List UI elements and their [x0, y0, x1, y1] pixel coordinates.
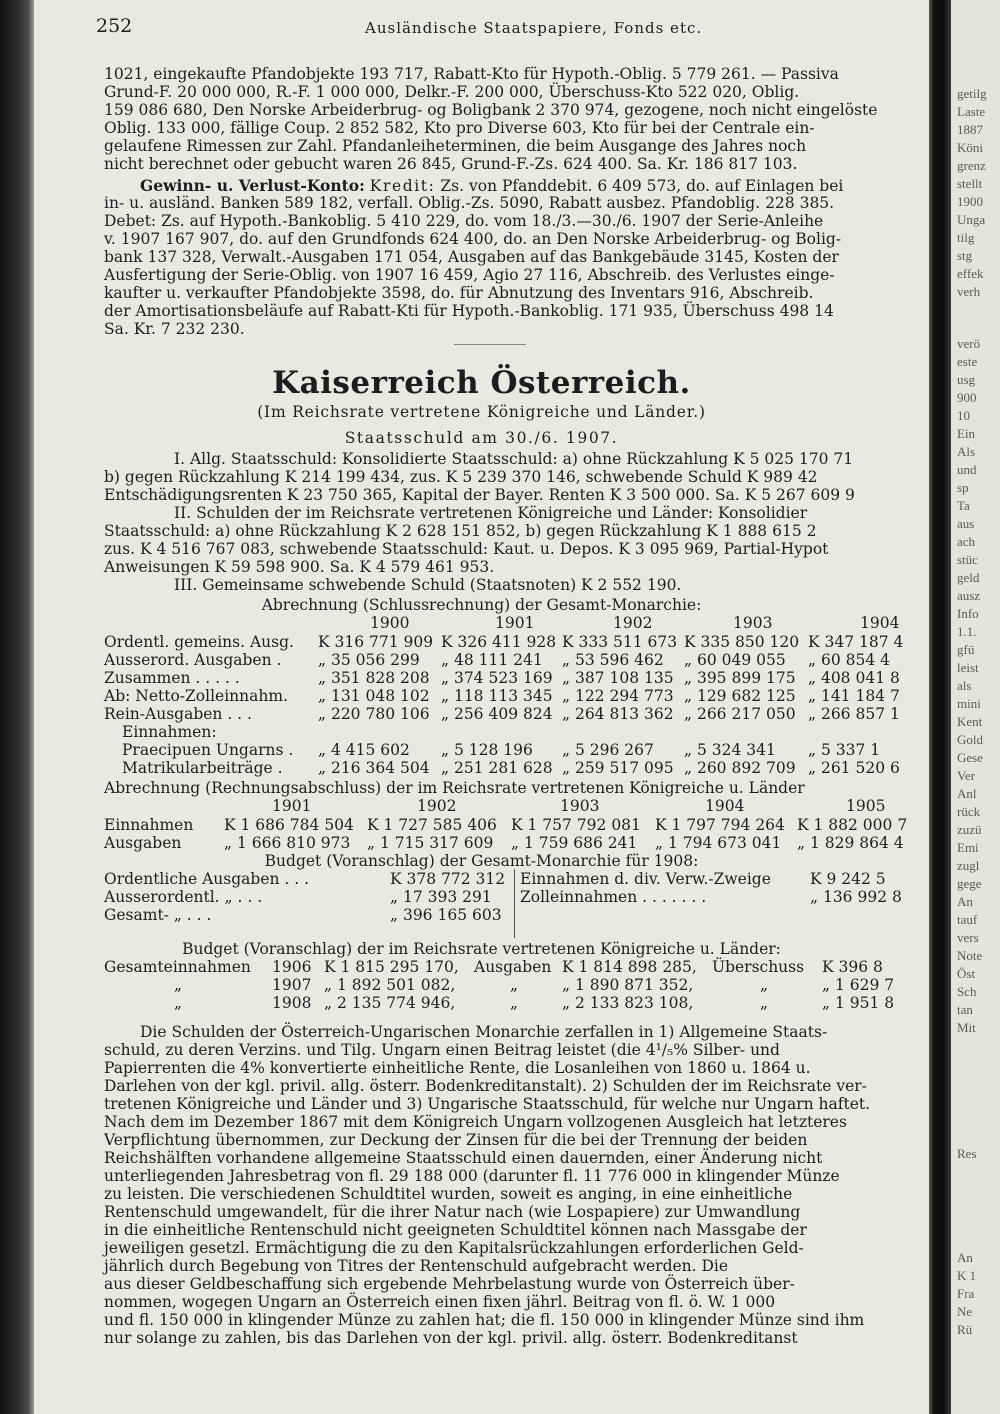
- cell: K 347 187 4: [808, 633, 904, 651]
- section-subtitle: (Im Reichsrate vertretene Königreiche und Länder.): [257, 403, 706, 421]
- cell: „ 408 041 8: [808, 669, 900, 687]
- edge-fragment: stg: [957, 248, 973, 263]
- edge-fragment: geld: [957, 570, 980, 585]
- row-label: Zolleinnahmen . . . . . . .: [520, 888, 707, 906]
- edge-fragment: stüc: [957, 552, 978, 567]
- edge-fragment: 900: [957, 390, 977, 405]
- edge-fragment: sp: [957, 480, 969, 495]
- text-line: Darlehen von der kgl. privil. allg. österr. Bodenkreditanstalt). 2) Schulden der im Reichsrate ver-: [104, 1077, 867, 1095]
- cell: „ 122 294 773: [562, 687, 674, 705]
- edge-fragment: Ne: [957, 1304, 973, 1319]
- text-line: Debet: Zs. auf Hypoth.-Bankoblig. 5 410 229, do. vom 18./3.—30./6. 1907 der Serie-Anleihe: [104, 212, 824, 230]
- table-title: Abrechnung (Schlussrechnung) der Gesamt-Monarchie:: [261, 596, 702, 614]
- text-line: zu leisten. Die verschiedenen Schuldtitel wurden, soweit es anging, in eine einheitliche: [104, 1185, 793, 1203]
- kredit-label: Kredit:: [369, 177, 436, 195]
- edge-fragment: ausz: [957, 588, 981, 603]
- edge-fragment: Mit: [957, 1020, 976, 1035]
- cell: „ 48 111 241: [441, 651, 543, 669]
- book-gutter-shadow: [929, 0, 951, 1414]
- scan-binding-shadow: [0, 0, 34, 1414]
- cell: „ 35 056 299: [318, 651, 420, 669]
- edge-fragment: Emi: [957, 840, 979, 855]
- edge-fragment: An: [957, 894, 973, 909]
- edge-fragment: Anl: [957, 786, 977, 801]
- cell: „ 4 415 602: [318, 741, 410, 759]
- text-line: zus. K 4 516 767 083, schwebende Staatsschuld: Kaut. u. Depos. K 3 095 969, Partial-Hypot: [104, 540, 829, 558]
- cell: „ 1 759 686 241: [511, 834, 638, 852]
- cell: „ 129 682 125: [684, 687, 796, 705]
- text-line: jeweiligen gesetzl. Ermächtigung die zu den Kapitalsrückzahlungen erforderlichen Geld-: [104, 1239, 804, 1257]
- cell: „ 118 113 345: [441, 687, 553, 705]
- cell: K 333 511 673: [562, 633, 678, 651]
- text-line: I. Allg. Staatsschuld: Konsolidierte Staatsschuld: a) ohne Rückzahlung K 5 025 170 71: [174, 450, 854, 468]
- text-line: Rentenschuld umgewandelt, für die ihrer Natur nach (wie Lospapiere) zur Umwandlung: [104, 1203, 801, 1221]
- profit-loss-heading: Gewinn- u. Verlust-Konto:: [140, 176, 365, 195]
- edge-fragment: gege: [957, 876, 982, 891]
- cell: K 1 727 585 406: [367, 816, 497, 834]
- cell: „ 396 165 603: [390, 906, 502, 924]
- row-label: Praecipuen Ungarns .: [122, 741, 294, 759]
- row-label: Rein-Ausgaben . . .: [104, 705, 252, 723]
- cell: „: [510, 976, 519, 994]
- book-page: [34, 0, 929, 1414]
- cell: „ 1 794 673 041: [655, 834, 782, 852]
- text-line: tretenen Königreiche und Länder und 3) Ungarische Staatsschuld, für welche nur Ungarn haftet.: [104, 1095, 871, 1113]
- text-line: nommen, wogegen Ungarn an Österreich einen fixen jährl. Beitrag von fl. ö. W. 1 000: [104, 1293, 776, 1311]
- edge-fragment: mini: [957, 696, 981, 711]
- edge-fragment: 10: [957, 408, 970, 423]
- row-label: Matrikularbeiträge .: [122, 759, 283, 777]
- column-year: 1902: [417, 797, 457, 815]
- section-title: Kaiserreich Österreich.: [272, 365, 691, 401]
- page-number: 252: [96, 15, 133, 37]
- table-title: Budget (Voranschlag) der im Reichsrate vertretenen Königreiche u. Länder:: [182, 940, 781, 958]
- cell: 1906: [272, 958, 312, 976]
- text-line: 159 086 680, Den Norske Arbeiderbrug- og Boligbank 2 370 974, gezogene, noch nicht eingelöste: [104, 101, 878, 119]
- text-line: III. Gemeinsame schwebende Schuld (Staatsnoten) K 2 552 190.: [174, 576, 682, 594]
- edge-fragment: Gold: [957, 732, 983, 747]
- text-line: Grund-F. 20 000 000, R.-F. 1 000 000, Delkr.-F. 200 000, Überschuss-Kto 522 020, Oblig.: [104, 83, 800, 101]
- cell: „ 1 951 8: [822, 994, 895, 1012]
- cell: „ 131 048 102: [318, 687, 430, 705]
- text-line: Reichshälften vorhandene allgemeine Staatsschuld einen dauernden, einer Änderung nicht: [104, 1149, 823, 1167]
- edge-fragment: 1.1.: [957, 624, 977, 639]
- text-line: Anweisungen K 59 598 900. Sa. K 4 579 461 953.: [104, 558, 495, 576]
- edge-fragment: Info: [957, 606, 979, 621]
- column-year: 1903: [733, 614, 773, 632]
- cell: „ 5 324 341: [684, 741, 776, 759]
- cell: „ 1 890 871 352,: [562, 976, 694, 994]
- edge-fragment: stellt: [957, 176, 983, 191]
- text-line: b) gegen Rückzahlung K 214 199 434, zus. K 5 239 370 146, schwebende Schuld K 989 42: [104, 468, 818, 486]
- edge-fragment: K 1: [957, 1268, 977, 1283]
- cell: „ 266 857 1: [808, 705, 900, 723]
- edge-fragment: tilg: [957, 230, 975, 245]
- cell: „ 2 133 823 108,: [562, 994, 694, 1012]
- cell: „ 251 281 628: [441, 759, 553, 777]
- cell: „: [760, 994, 769, 1012]
- cell: K 378 772 312: [390, 870, 506, 888]
- row-label: „: [174, 994, 183, 1012]
- edge-fragment: An: [957, 1250, 973, 1265]
- cell: „ 1 715 317 609: [367, 834, 494, 852]
- edge-fragment: Note: [957, 948, 983, 963]
- edge-fragment: 1900: [957, 194, 983, 209]
- edge-fragment: gfü: [957, 642, 975, 657]
- text-line: 1021, eingekaufte Pfandobjekte 193 717, Rabatt-Kto für Hypoth.-Oblig. 5 779 261. — Passiva: [104, 65, 839, 83]
- cell: „ 266 217 050: [684, 705, 796, 723]
- edge-fragment: effek: [957, 266, 984, 281]
- cell: „ 261 520 6: [808, 759, 900, 777]
- column-year: 1903: [560, 797, 600, 815]
- cell: „ 53 596 462: [562, 651, 664, 669]
- edge-fragment: Laste: [957, 104, 986, 119]
- row-label: Ordentl. gemeins. Ausg.: [104, 633, 294, 651]
- text-line: II. Schulden der im Reichsrate vertretenen Königreiche und Länder: Konsolidier: [174, 504, 808, 522]
- column-year: 1900: [370, 614, 410, 632]
- cell: „ 60 049 055: [684, 651, 786, 669]
- table-title: Budget (Voranschlag) der Gesamt-Monarchie für 1908:: [264, 852, 699, 870]
- text-line: Staatsschuld: a) ohne Rückzahlung K 2 628 151 852, b) gegen Rückzahlung K 1 888 615 2: [104, 522, 817, 540]
- cell: K 316 771 909: [318, 633, 434, 651]
- text-line: Papierrenten die 4% konvertierte einheitliche Rente, die Losanleihen von 1860 u. 1864 u.: [104, 1059, 811, 1077]
- cell: „ 374 523 169: [441, 669, 553, 687]
- cell: „ 141 184 7: [808, 687, 900, 705]
- edge-fragment: zugl: [957, 858, 980, 873]
- cell: „ 5 337 1: [808, 741, 881, 759]
- cell: K 9 242 5: [810, 870, 886, 888]
- edge-fragment: Ta: [957, 498, 970, 513]
- adjacent-page-edge: [951, 0, 1000, 1414]
- debt-heading: Staatsschuld am 30./6. 1907.: [344, 429, 619, 447]
- cell: „ 5 296 267: [562, 741, 654, 759]
- row-label: Einnahmen d. div. Verw.-Zweige: [520, 870, 771, 888]
- text-line: Verpflichtung übernommen, zur Deckung der Zinsen für die bei der Trennung der beiden: [104, 1131, 808, 1149]
- cell: 1907: [272, 976, 312, 994]
- column-year: 1901: [272, 797, 312, 815]
- column-year: 1904: [705, 797, 745, 815]
- text-line: nicht berechnet oder gebucht waren 26 845, Grund-F.-Zs. 624 400. Sa. Kr. 186 817 103.: [104, 155, 798, 173]
- row-label: Zusammen . . . . .: [104, 669, 240, 687]
- cell: „ 1 892 501 082,: [324, 976, 456, 994]
- cell: „ 1 829 864 4: [797, 834, 904, 852]
- edge-fragment: vers: [957, 930, 979, 945]
- edge-fragment: Fra: [957, 1286, 975, 1301]
- edge-fragment: este: [957, 354, 978, 369]
- text-line: gelaufene Rimessen zur Zahl. Pfandanleiheterminen, die beim Ausgange des Jahres noch: [104, 137, 807, 155]
- edge-fragment: usg: [957, 372, 976, 387]
- cell: K 1 814 898 285,: [562, 958, 697, 976]
- kredit-text: Zs. von Pfanddebit. 6 409 573, do. auf Einlagen bei: [440, 177, 844, 195]
- cell: „ 256 409 824: [441, 705, 553, 723]
- cell: K 1 686 784 504: [224, 816, 354, 834]
- edge-fragment: 1887: [957, 122, 983, 137]
- cell: „ 1 666 810 973: [224, 834, 351, 852]
- text-line: kaufter u. verkaufter Pfandobjekte 3598, do. für Abnutzung des Inventars 916, Abschreib.: [104, 284, 814, 302]
- text-line: Die Schulden der Österreich-Ungarischen Monarchie zerfallen in 1) Allgemeine Staats-: [140, 1023, 828, 1041]
- edge-fragment: Rü: [957, 1322, 973, 1337]
- column-year: 1905: [846, 797, 886, 815]
- column-year: 1901: [495, 614, 535, 632]
- cell: „ 220 780 106: [318, 705, 430, 723]
- cell: „ 216 364 504: [318, 759, 430, 777]
- cell: „: [760, 976, 769, 994]
- edge-fragment: grenz: [957, 158, 986, 173]
- cell: K 326 411 928: [441, 633, 557, 651]
- cell: K 396 8: [822, 958, 883, 976]
- edge-fragment: verh: [957, 284, 981, 299]
- cell: „ 264 813 362: [562, 705, 674, 723]
- text-line: nur solange zu zahlen, bis das Darlehen von der kgl. privil. allg. österr. Bodenkreditanst: [104, 1329, 798, 1347]
- cell: „ 136 992 8: [810, 888, 902, 906]
- text-line: der Amortisationsbeläufe auf Rabatt-Kti für Hypoth.-Bankoblig. 171 935, Überschuss 498 14: [104, 302, 834, 320]
- row-label: Gesamteinnahmen: [104, 958, 251, 976]
- text-line: jährlich durch Begebung von Titres der Rentenschuld aufgebracht werden. Die: [104, 1257, 729, 1275]
- cell: „ 5 128 196: [441, 741, 533, 759]
- running-title: Ausländische Staatspapiere, Fonds etc.: [365, 19, 703, 37]
- edge-fragment: Ver: [957, 768, 976, 783]
- cell: „ 259 517 095: [562, 759, 674, 777]
- text-line: v. 1907 167 907, do. auf den Grundfonds 624 400, do. an Den Norske Arbeiderbrug- og Bolig-: [104, 230, 842, 248]
- edge-fragment: verö: [957, 336, 981, 351]
- section-divider: [454, 344, 526, 345]
- edge-fragment: Kent: [957, 714, 983, 729]
- text-line: und fl. 150 000 in klingender Münze zu zahlen hat; die fl. 150 000 in klingender Münze sind ihm: [104, 1311, 865, 1329]
- cell: „ 1 629 7: [822, 976, 895, 994]
- edge-fragment: Köni: [957, 140, 983, 155]
- cell: „ 395 899 175: [684, 669, 796, 687]
- edge-fragment: als: [957, 678, 972, 693]
- row-label: Einnahmen: [104, 816, 194, 834]
- cell: „ 351 828 208: [318, 669, 430, 687]
- cell: „ 387 108 135: [562, 669, 674, 687]
- edge-fragment: Sch: [957, 984, 977, 999]
- edge-fragment: rück: [957, 804, 981, 819]
- edge-fragment: Öst: [957, 966, 976, 981]
- text-line: Nach dem im Dezember 1867 mit dem Königreich Ungarn vollzogenen Ausgleich hat letzteres: [104, 1113, 847, 1131]
- text-line: Entschädigungsrenten K 23 750 365, Kapital der Bayer. Renten K 3 500 000. Sa. K 5 267 609 9: [104, 486, 855, 504]
- text-line: Ausfertigung der Serie-Oblig. von 1907 16 459, Agio 27 116, Abschreib. des Verlustes einge-: [104, 266, 835, 284]
- text-line: Sa. Kr. 7 232 230.: [104, 320, 245, 338]
- text-line: aus dieser Geldbeschaffung sich ergebende Mehrbelastung wurde von Österreich über-: [104, 1275, 795, 1293]
- edge-fragment: zuzü: [957, 822, 982, 837]
- column-divider: [514, 869, 515, 938]
- edge-fragment: tauf: [957, 912, 978, 927]
- cell: K 1 882 000 7: [797, 816, 908, 834]
- text-line: in die einheitliche Rentenschuld nicht geeigneten Schuldtitel können nach Massgabe der: [104, 1221, 807, 1239]
- cell: Überschuss: [712, 958, 805, 976]
- edge-fragment: Als: [957, 444, 976, 459]
- cell: „: [510, 994, 519, 1012]
- cell: „ 17 393 291: [390, 888, 492, 906]
- edge-fragment: leist: [957, 660, 979, 675]
- edge-fragment: tan: [957, 1002, 973, 1017]
- cell: „ 60 854 4: [808, 651, 890, 669]
- edge-fragment: Unga: [957, 212, 986, 227]
- column-year: 1904: [860, 614, 900, 632]
- text-line: in- u. ausländ. Banken 589 182, verfall. Oblig.-Zs. 5090, Rabatt ausbez. Pfandoblig. 228 385.: [104, 194, 835, 212]
- edge-fragment: ach: [957, 534, 976, 549]
- cell: Ausgaben: [474, 958, 552, 976]
- cell: K 335 850 120: [684, 633, 800, 651]
- edge-fragment: Res: [957, 1146, 977, 1161]
- text-line: Oblig. 133 000, fällige Coup. 2 852 582, Kto pro Diverse 603, Kto für bei der Centrale ein-: [104, 119, 815, 137]
- row-label: „: [174, 976, 183, 994]
- edge-fragment: aus: [957, 516, 975, 531]
- cell: „ 2 135 774 946,: [324, 994, 456, 1012]
- text-line: unterliegenden Jahresbetrag von fl. 29 188 000 (darunter fl. 11 776 000 in klingender Münze: [104, 1167, 840, 1185]
- text-line: schuld, zu deren Verzins. und Tilg. Ungarn einen Beitrag leistet (die 4¹/₅% Silber- und: [104, 1041, 780, 1059]
- column-year: 1902: [613, 614, 653, 632]
- text-line: bank 137 328, Verwalt.-Ausgaben 171 054, Ausgaben auf das Bankgebäude 3145, Kosten der: [104, 248, 839, 266]
- row-label: Ausgaben: [104, 834, 182, 852]
- row-label: Ab: Netto-Zolleinnahm.: [104, 687, 288, 705]
- edge-fragment: getilg: [957, 86, 987, 101]
- table-title: Abrechnung (Rechnungsabschluss) der im Reichsrate vertretenen Königreiche u. Länder: [104, 779, 805, 797]
- edge-fragment: Ein: [957, 426, 976, 441]
- cell: K 1 757 792 081: [511, 816, 641, 834]
- row-label: Ausserordentl. „ . . .: [104, 888, 263, 906]
- cell: K 1 797 794 264: [655, 816, 785, 834]
- edge-fragment: und: [957, 462, 977, 477]
- row-label: Ausserord. Ausgaben .: [104, 651, 282, 669]
- cell: 1908: [272, 994, 312, 1012]
- cell: „ 260 892 709: [684, 759, 796, 777]
- edge-fragment: Gese: [957, 750, 983, 765]
- row-label: Ordentliche Ausgaben . . .: [104, 870, 310, 888]
- cell: K 1 815 295 170,: [324, 958, 459, 976]
- row-label: Gesamt- „ . . .: [104, 906, 212, 924]
- profit-loss-first-line: [140, 177, 843, 195]
- row-label: Einnahmen:: [122, 723, 217, 741]
